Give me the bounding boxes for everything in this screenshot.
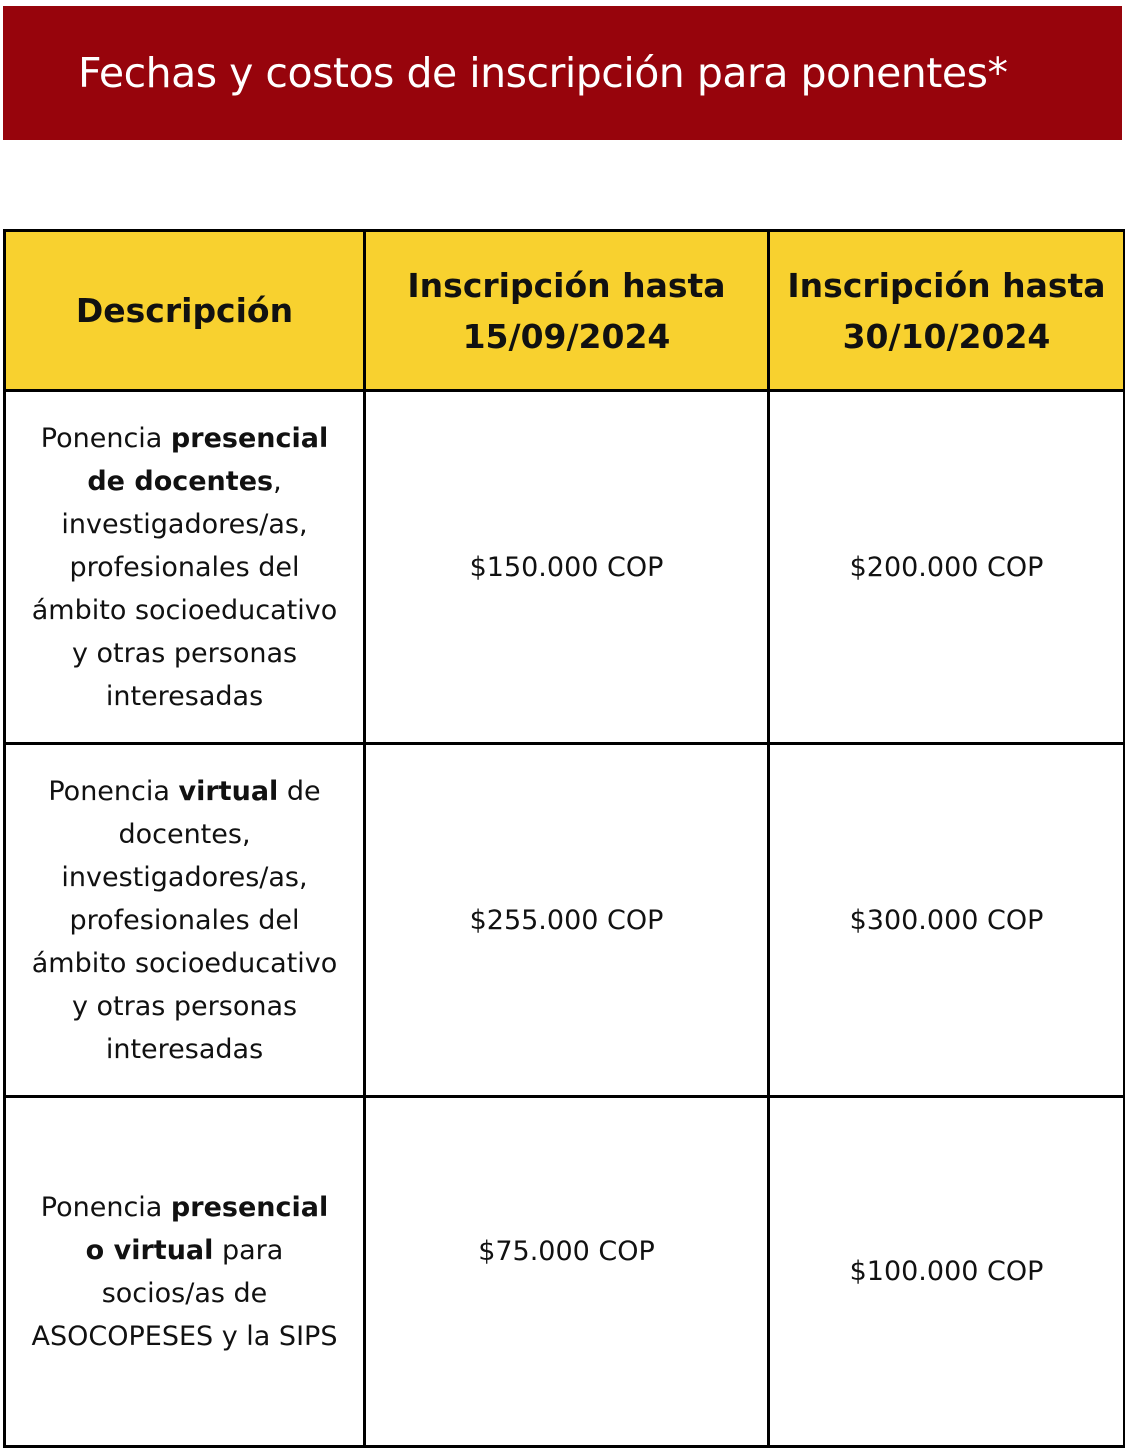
description-cell (5, 1097, 365, 1447)
description-bold: presencial de docentes (87, 422, 329, 497)
page-title: Fechas y costos de inscripción para ponentes* (78, 49, 1008, 97)
registration-fees-table (3, 229, 1125, 1448)
description-cell (5, 391, 365, 744)
table-row (5, 744, 1125, 1097)
price-cell (365, 391, 769, 744)
price-value: $100.000 COP (849, 1256, 1044, 1287)
header-description: Descripción (5, 231, 365, 391)
table-header-row (5, 231, 1125, 391)
price-value: $150.000 COP (469, 551, 664, 583)
description-bold: presencial o virtual (85, 1191, 329, 1266)
description-text: Ponencia presencial de docentes, investigadores/as, profesionales del ámbito socioeducativo y otras personas interesadas (31, 422, 338, 712)
description-text: Ponencia presencial o virtual para socios/as de ASOCOPESES y la SIPS (31, 1191, 338, 1352)
header-deadline-1: Inscripción hasta 15/09/2024 (365, 231, 769, 391)
price-value: $255.000 COP (469, 904, 664, 936)
price-value: $200.000 COP (849, 551, 1044, 583)
price-cell (769, 391, 1125, 744)
price-value: $300.000 COP (849, 904, 1044, 936)
header-deadline-2: Inscripción hasta 30/10/2024 (769, 231, 1125, 391)
description-cell (5, 744, 365, 1097)
description-bold: virtual (178, 775, 279, 807)
price-cell (365, 744, 769, 1097)
description-text: Ponencia virtual de docentes, investigadores/as, profesionales del ámbito socioeducativo y otras personas interesadas (31, 775, 338, 1065)
table-row (5, 1097, 1125, 1447)
price-value: $75.000 COP (478, 1236, 655, 1267)
price-cell (769, 744, 1125, 1097)
table-row (5, 391, 1125, 744)
price-cell (365, 1097, 769, 1447)
title-banner (3, 6, 1122, 140)
price-cell (769, 1097, 1125, 1447)
